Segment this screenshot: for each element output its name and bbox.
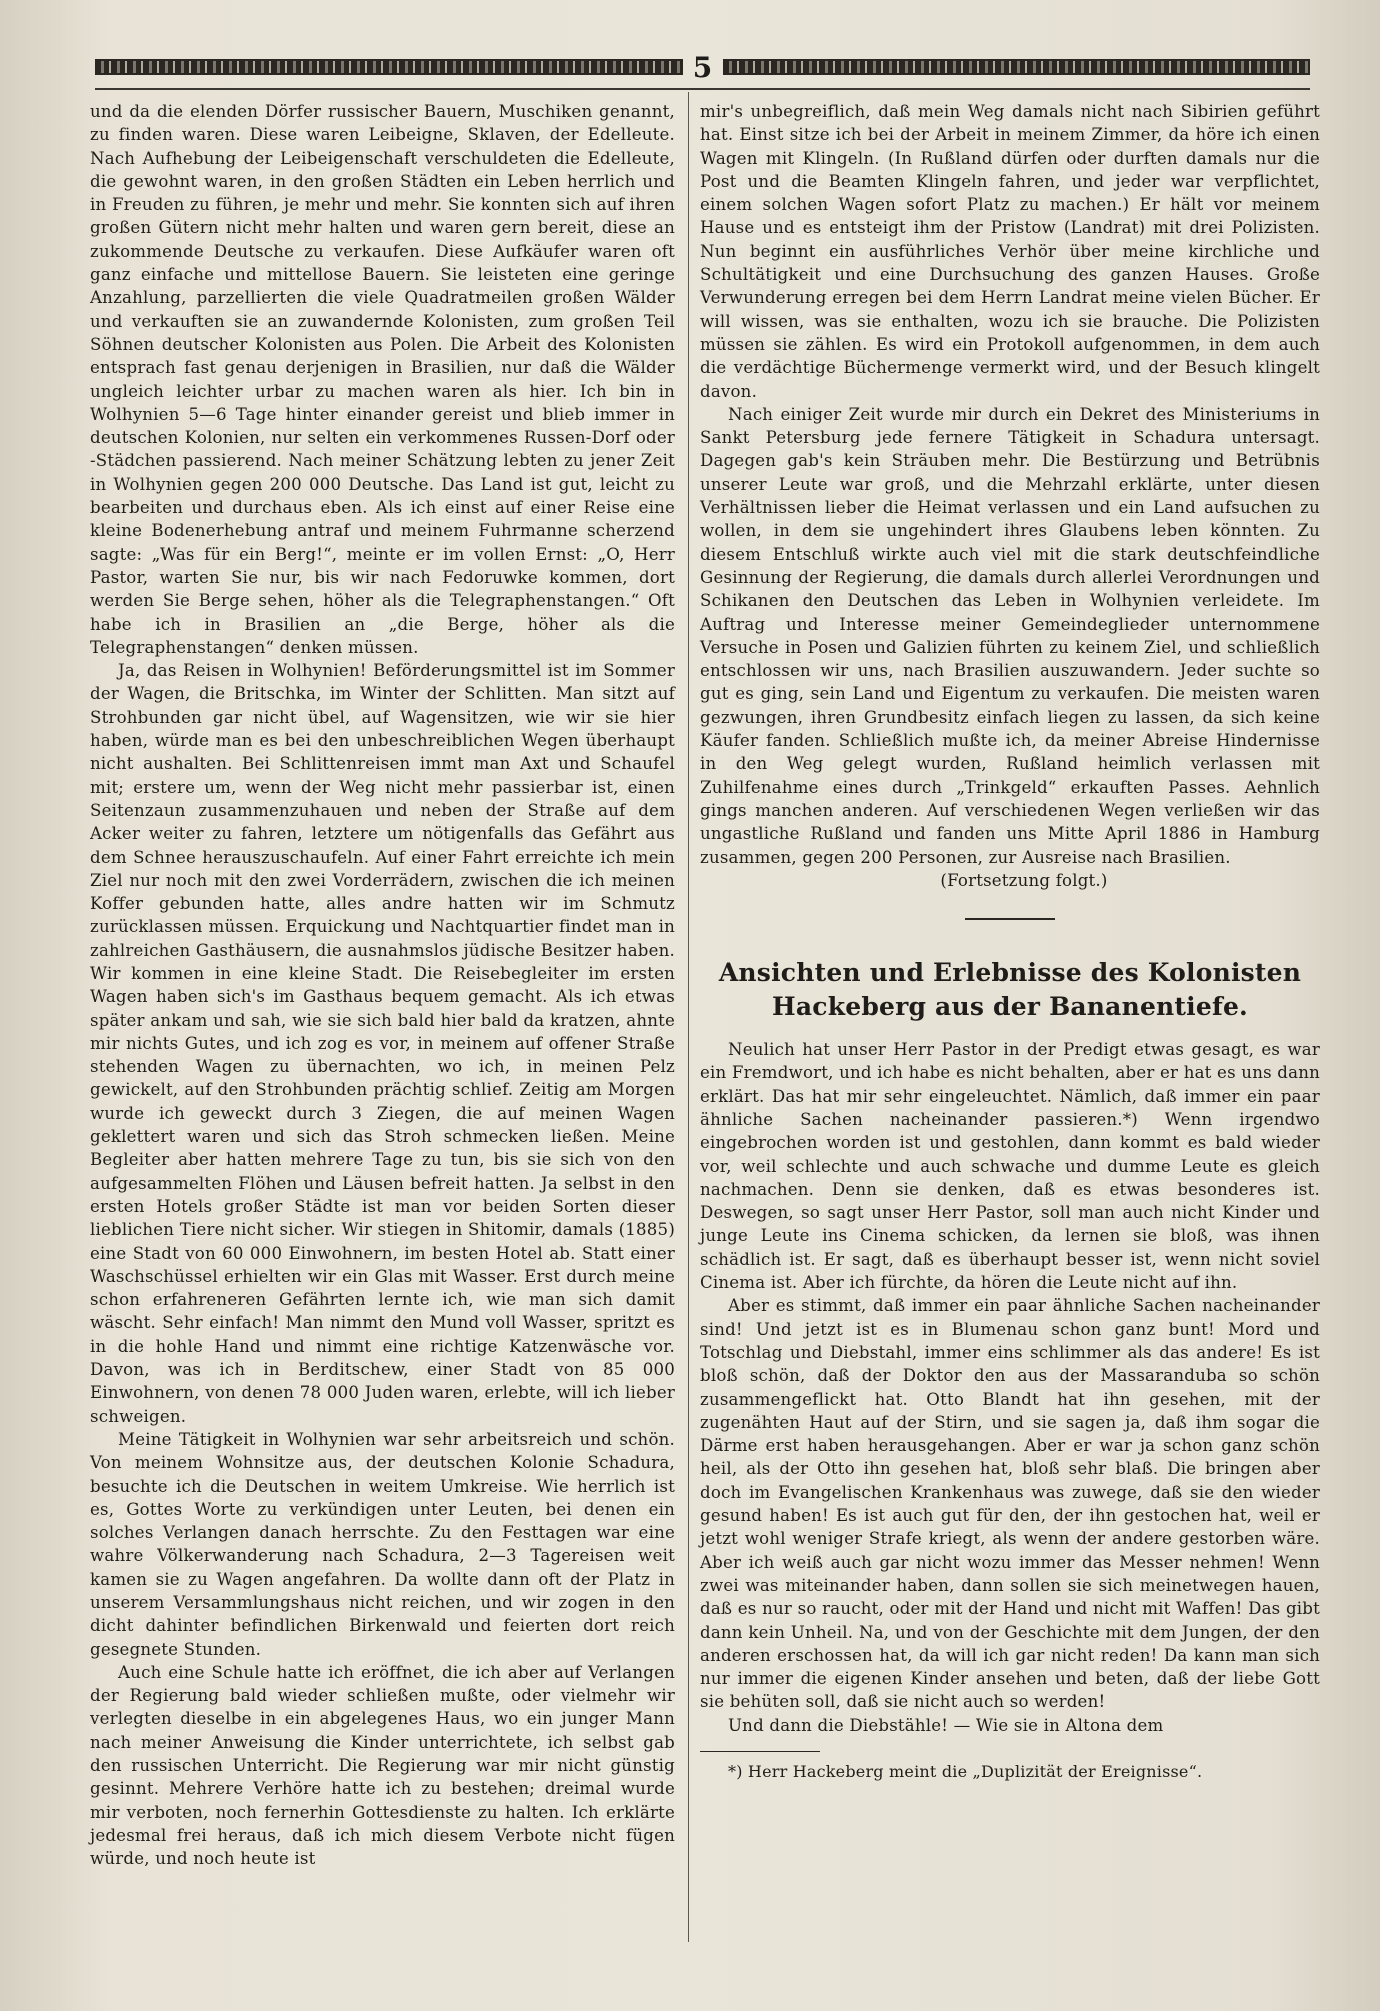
left-paragraph: Meine Tätigkeit in Wolhynien war sehr arbeitsreich und schön. Von meinem Wohnsitze aus, der deutschen Kolonie Schadura, besuchte ich die Deutschen in weitem Umkreise. Wie herrlich ist es, Gottes Worte zu verkündigen unter Leuten, bei denen ein solches Verlangen danach herrschte. Zu den Festtagen war eine wahre Völkerwanderung nach Schadura, 2—3 Tagereisen weit kamen sie zu Wagen angefahren. Da wollte dann oft der Platz in unserem Versammlungshaus nicht reichen, und wir zogen in den dicht dahinter befindlichen Birkenwald und feierten dort reich gesegnete Stunden. — [90, 1429, 675, 1659]
article-paragraph: Aber es stimmt, daß immer ein paar ähnliche Sachen nacheinander sind! Und jetzt ist es in Blumenau schon ganz bunt! Mord und Totschlag und Diebstahl, immer eins schlimmer als das andere! Es ist bloß schön, daß der Doktor den aus der Massaranduba so schön zusammengeflickt hat. Otto Blandt hat ihn gesehen, mit der zugenähten Haut auf der Stirn, und sie sagen ja, daß ihm sogar die Därme erst haben herausgehangen. Aber er war ja schon ganz schön heil, als der Otto ihn gesehen hat, bloß sehr blaß. Die bringen aber doch im Evangelischen Krankenhaus was zuwege, daß sie den wieder gesund haben! Es ist auch gut für den, der ihn gestochen hat, weil er jetzt wohl weniger Strafe kriegt, als wenn der andere gestorben wäre. Aber ich weiß auch gar nicht wozu immer das Messer nehmen! Wenn zwei was miteinander haben, dann sollen sie sich meinetwegen hauen, daß es nur so raucht, oder mit der Hand und nicht mit Waffen! Das gibt dann kein Unheil. Na, und von der Geschichte mit dem Jungen, der den anderen erschossen hat, da will ich gar nicht reden! Da kann man sich nur immer die eigenen Kinder ansehen und beten, daß der liebe Gott sie behüten soll, daß sie nicht auch so werden! — [700, 1296, 1320, 1712]
left-paragraph: Ja, das Reisen in Wolhynien! Beförderungsmittel ist im Sommer der Wagen, die Britschka, im Winter der Schlitten. Man sitzt auf Strohbunden gar nicht übel, auf Wagensitzen, wie wir sie hier haben, würde man es bei den unbeschreiblichen Wegen überhaupt nicht aushalten. Bei Schlittenreisen immt man Axt und Schaufel mit; erstere um, wenn der Weg nicht mehr passierbar ist, einen Seitenzaun zusammenzuhauen und neben der Straße auf dem Acker weiter zu fahren, letztere um nötigenfalls das Gefährt aus dem Schnee herauszuschaufeln. Auf einer Fahrt erreichte ich mein Ziel nur noch mit den zwei Vorderrädern, zwischen die ich meinen Koffer gebunden hatte, alles andre hatten wir im Schmutz zurücklassen müssen. Erquickung und Nachtquartier findet man in zahlreichen Gasthäusern, die ausnahmslos jüdische Besitzer haben. Wir kommen in eine kleine Stadt. Die Reisebegleiter im ersten Wagen haben sich's im Gasthaus bequem gemacht. Als ich etwas später ankam und sah, wie sie sich bald hier bald da kratzen, ahnte mir nichts Gutes, und ich zog es vor, in meinem auf offener Straße stehenden Wagen zu übernachten, wo ich, in meinen Pelz gewickelt, auf den Strohbunden prächtig schlief. Zeitig am Morgen wurde ich geweckt durch 3 Ziegen, die auf meinen Wagen geklettert waren und sich das Stroh schmecken ließen. Meine Begleiter aber hatten mehrere Tage zu tun, bis sie sich von den aufgesammelten Flöhen und Läusen befreit hatten. Ja selbst in den ersten Hotels großer Städte ist man vor beiden Sorten dieser lieblichen Tiere nicht sicher. Wir stiegen in Shitomir, damals (1885) eine Stadt von 60 000 Einwohnern, im besten Hotel ab. Statt einer Waschschüssel erhielten wir ein Glas mit Wasser. Erst durch meine schon erfahreneren Gefährten lernte ich, wie man sich damit wäscht. Sehr einfach! Man nimmt den Mund voll Wasser, spritzt es in die hohle Hand und nimmt eine richtige Katzenwäsche vor. Davon, was ich in Berditschew, einer Stadt von 85 000 Einwohnern, von denen 78 000 Juden waren, erlebte, will ich lieber schweigen. — [90, 661, 675, 1426]
footnote: *) Herr Hackeberg meint die „Duplizität der Ereignisse“. — [728, 1762, 1203, 1781]
article-title: Ansichten und Erlebnisse des Kolonisten Hackeberg aus der Bananentiefe. — [718, 958, 1302, 1022]
article-paragraph: Neulich hat unser Herr Pastor in der Predigt etwas gesagt, es war ein Fremdwort, und ich habe es nicht behalten, aber er hat es uns dann erklärt. Das hat mir sehr eingeleuchtet. Nämlich, daß immer ein paar ähnliche Sachen nacheinander passieren.*) Wenn irgendwo eingebrochen worden ist und gestohlen, dann kommt es bald wieder vor, weil schlechte und auch schwache und dumme Leute es gleich nachmachen. Denn sie denken, daß es etwas besonderes ist. Deswegen, so sagt unser Herr Pastor, soll man auch nicht Kinder und junge Leute ins Cinema schicken, da lernen sie bloß, was ihnen schädlich ist. Er sagt, daß es überhaupt besser ist, wenn nicht soviel Cinema ist. Aber ich fürchte, da hören die Leute nicht auf ihn. — [700, 1040, 1320, 1293]
page-number: 5 — [692, 50, 713, 84]
right-column — [700, 100, 1320, 1783]
header-rule — [95, 88, 1310, 90]
left-column — [90, 100, 675, 1871]
footnote-rule — [700, 1751, 820, 1752]
page-header — [95, 48, 1310, 86]
article-paragraph: Und dann die Diebstähle! — Wie sie in Altona dem — [728, 1715, 1164, 1735]
header-ornament-right — [723, 59, 1311, 75]
continuation-note: (Fortsetzung folgt.) — [940, 870, 1108, 890]
left-paragraph: und da die elenden Dörfer russischer Bauern, Muschiken genannt, zu finden waren. Diese waren Leibeigne, Sklaven, der Edelleute. Nach Aufhebung der Leibeigenschaft verschuldeten die Edelleute, die gewohnt waren, in den großen Städten ein Leben herrlich und in Freuden zu führen, je mehr und mehr. Sie konnten sich auf ihren großen Gütern nicht mehr halten und waren gern bereit, diese an zukommende Deutsche zu verkaufen. Diese Aufkäufer waren oft ganz einfache und mittellose Bauern. Sie leisteten eine geringe Anzahlung, parzellierten die viele Quadratmeilen großen Wälder und verkauften sie an zuwandernde Kolonisten, zum großen Teil Söhnen deutscher Kolonisten aus Polen. Die Arbeit des Kolonisten entsprach fast genau derjenigen in Brasilien, nur daß die Wälder ungleich leichter urbar zu machen waren als hier. Ich bin in Wolhynien 5—6 Tage hinter einander gereist und blieb immer in deutschen Kolonien, nur selten ein verkommenes Russen-Dorf oder -Städchen passierend. Nach meiner Schätzung lebten zu jener Zeit in Wolhynien gegen 200 000 Deutsche. Das Land ist gut, leicht zu bearbeiten und durchaus eben. Als ich einst auf einer Reise eine kleine Bodenerhebung antraf und meinem Fuhrmanne scherzend sagte: „Was für ein Berg!“, meinte er im vollen Ernst: „O, Herr Pastor, warten Sie nur, bis wir nach Fedoruwke kommen, dort werden Sie Berge sehen, höher als die Telegraphenstangen.“ Oft habe ich in Brasilien an „die Berge, höher als die Telegraphenstangen“ denken müssen. — [90, 102, 675, 657]
right-paragraph: Nach einiger Zeit wurde mir durch ein Dekret des Ministeriums in Sankt Petersburg jede fernere Tätigkeit in Schadura untersagt. Dagegen gab's kein Sträuben mehr. Die Bestürzung und Betrübnis unserer Leute war groß, und die Mehrzahl erklärte, unter diesen Verhältnissen lieber die Heimat verlassen und ein Land aufsuchen zu wollen, in dem sie ungehindert ihres Glaubens leben könnten. Zu diesem Entschluß wirkte auch viel mit die stark deutschfeindliche Gesinnung der Regierung, die damals durch allerlei Verordnungen und Schikanen den Deutschen das Leben in Wolhynien verleidete. Im Auftrag und Interesse meiner Gemeindeglieder unternommene Versuche in Posen und Galizien führten zu keinem Ziel, und schließlich entschlossen wir uns, nach Brasilien auszuwandern. Jeder suchte so gut es ging, sein Land und Eigentum zu verkaufen. Die meisten waren gezwungen, ihren Grundbesitz einfach liegen zu lassen, da sich keine Käufer fanden. Schließlich mußte ich, da meiner Abreise Hindernisse in den Weg gelegt wurden, Rußland heimlich verlassen mit Zuhilfenahme eines durch „Trinkgeld“ erkauften Passes. Aehnlich gings manchen anderen. Auf verschiedenen Wegen verließen wir das ungastliche Rußland und fanden uns Mitte April 1886 in Hamburg zusammen, gegen 200 Personen, zur Ausreise nach Brasilien. — [700, 404, 1320, 867]
header-ornament-left — [95, 59, 683, 75]
right-paragraph: mir's unbegreiflich, daß mein Weg damals nicht nach Sibirien geführt hat. Einst sitze ich bei der Arbeit in meinem Zimmer, da höre ich einen Wagen mit Klingeln. (In Rußland dürfen oder durften damals nur die Post und die Beamten Klingeln fahren, und jeder war verpflichtet, einem solchen Wagen sofort Platz zu machen.) Er hält vor meinem Hause und es entsteigt ihm der Pristow (Landrat) mit drei Polizisten. Nun beginnt ein ausführliches Verhör über meine kirchliche und Schultätigkeit und eine Durchsuchung des ganzen Hauses. Große Verwunderung erregen bei dem Herrn Landrat meine vielen Bücher. Er will wissen, was sie enthalten, wozu ich sie brauche. Die Polizisten müssen sie zählen. Es wird ein Protokoll aufgenommen, in dem auch die verdächtige Büchermenge vermerkt wird, und der Besuch klingelt davon. — [700, 102, 1320, 401]
column-divider — [688, 92, 689, 1942]
article-separator — [965, 918, 1055, 920]
left-paragraph: Auch eine Schule hatte ich eröffnet, die ich aber auf Verlangen der Regierung bald wieder schließen mußte, oder vielmehr wir verlegten dieselbe in ein abgelegenes Haus, wo ein junger Mann nach meiner Anweisung die Kinder unterrichtete, ich selbst gab den russischen Unterricht. Die Regierung war mir nicht günstig gesinnt. Mehrere Verhöre hatte ich zu bestehen; dreimal wurde mir verboten, noch fernerhin Gottesdienste zu halten. Ich erklärte jedesmal frei heraus, daß ich mich diesem Verbote nicht fügen würde, und noch heute ist — [90, 1662, 675, 1869]
